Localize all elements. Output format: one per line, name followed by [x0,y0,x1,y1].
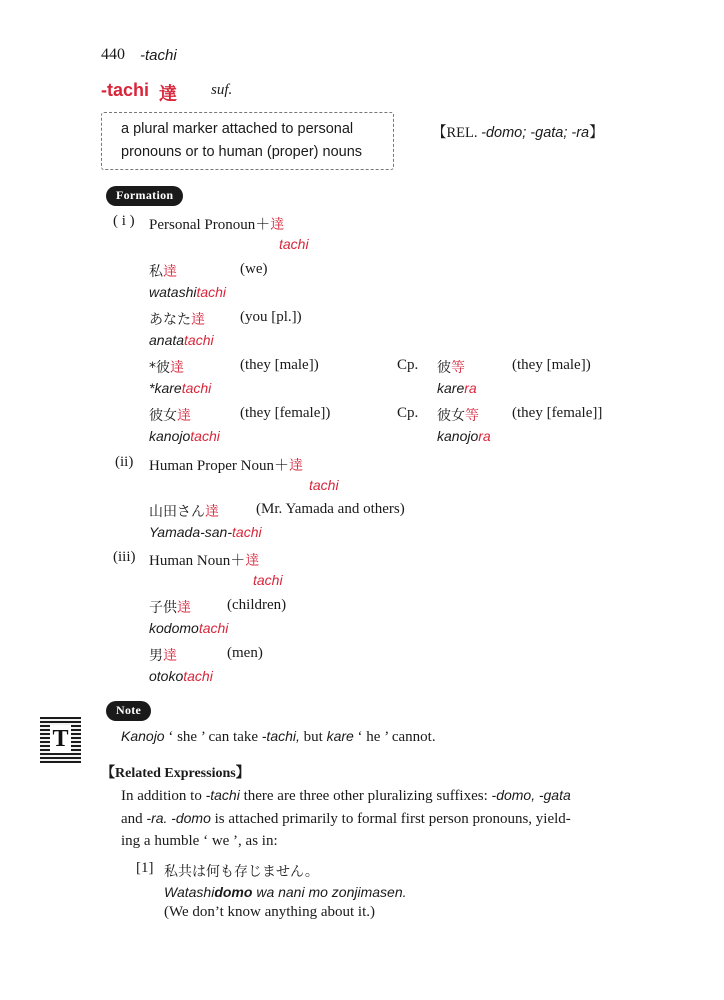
headword: -tachi [101,80,150,100]
example-romaji: kanojotachi [149,428,220,444]
example-gloss: (you [pl.]) [240,309,302,325]
rel-close: 】 [589,125,604,141]
example-romaji: kodomotachi [149,620,229,636]
compare-romaji: karera [437,380,477,396]
example-romaji: *karetachi [149,380,212,396]
example-sentence-romaji: Watashidomo wa nani mo zonjimasen. [164,884,407,900]
example-romaji: anatatachi [149,332,214,348]
note-text: Kanojo ‘ she ’ can take -tachi, but kare ‘ he ’ cannot. [121,728,436,745]
formation-ii-kanji: 達 [288,458,303,474]
compare-label: Cp. [397,405,419,421]
formation-badge: Formation [106,186,183,206]
example-gloss: (they [male]) [240,357,319,373]
formation-iii-number: (iii) [113,549,136,565]
formation-ii-number: (ii) [115,454,134,470]
example-jp: 私達 [149,264,177,280]
formation-i-kanji: 達 [270,217,285,233]
definition-line-2: pronouns or to human (proper) nouns [121,144,363,160]
formation-i-label [149,213,284,234]
compare-jp: 彼女等 [437,408,479,424]
formation-i-number: ( i ) [113,213,135,229]
example-gloss: (men) [227,645,263,661]
running-head: -tachi [140,47,177,64]
definition-line-1: a plural marker attached to personal [121,121,354,137]
related-heading: 【Related Expressions】 [101,766,250,781]
example-gloss: (Mr. Yamada and others) [256,501,405,517]
example-jp: 男達 [149,648,177,664]
side-tab-letter: T [50,725,71,753]
compare-label: Cp. [397,357,419,373]
compare-gloss: (they [female]] [512,405,603,421]
rel-items: -domo; -gata; -ra [481,125,590,141]
part-of-speech: suf. [211,82,233,98]
page-number: 440 [101,46,125,63]
example-gloss: (they [female]) [240,405,331,421]
example-sentence-jp: 私共は何も存じません。 [164,864,319,880]
example-translation: (We don’t know anything about it.) [164,904,375,920]
related-entries [432,121,604,142]
rel-open: 【REL. [432,125,478,141]
formation-i-romaji: tachi [279,236,309,252]
example-gloss: (we) [240,261,268,277]
related-line-3: ing a humble ‘ we ’, as in: [121,833,278,849]
formation-iii-romaji: tachi [253,572,283,588]
formation-iii-label [149,549,259,570]
related-line-2: and -ra. -domo is attached primarily to formal first person pronouns, yield- [121,810,571,827]
compare-gloss: (they [male]) [512,357,591,373]
example-jp: 山田さん達 [149,504,219,520]
compare-jp: 彼等 [437,360,465,376]
formation-iii-kanji: 達 [245,553,260,569]
formation-iii-text: Human Noun＋ [149,553,246,569]
example-jp: あなた達 [149,312,205,328]
example-romaji: otokotachi [149,668,213,684]
formation-ii-label [149,454,303,475]
note-badge: Note [106,701,151,721]
example-romaji: Yamada-san-tachi [149,524,262,540]
formation-ii-romaji: tachi [309,477,339,493]
headword-kanji: 達 [159,84,177,105]
example-romaji: watashitachi [149,284,227,300]
example-jp: *彼達 [149,360,184,376]
related-line-1: In addition to -tachi there are three other pluralizing suffixes: -domo, -gata [121,787,571,804]
formation-ii-text: Human Proper Noun＋ [149,458,289,474]
example-jp: 彼女達 [149,408,191,424]
compare-romaji: kanojora [437,428,491,444]
example-gloss: (children) [227,597,287,613]
formation-i-text: Personal Pronoun＋ [149,217,271,233]
example-number: [1] [136,860,154,876]
side-tab [40,717,81,763]
example-jp: 子供達 [149,600,191,616]
